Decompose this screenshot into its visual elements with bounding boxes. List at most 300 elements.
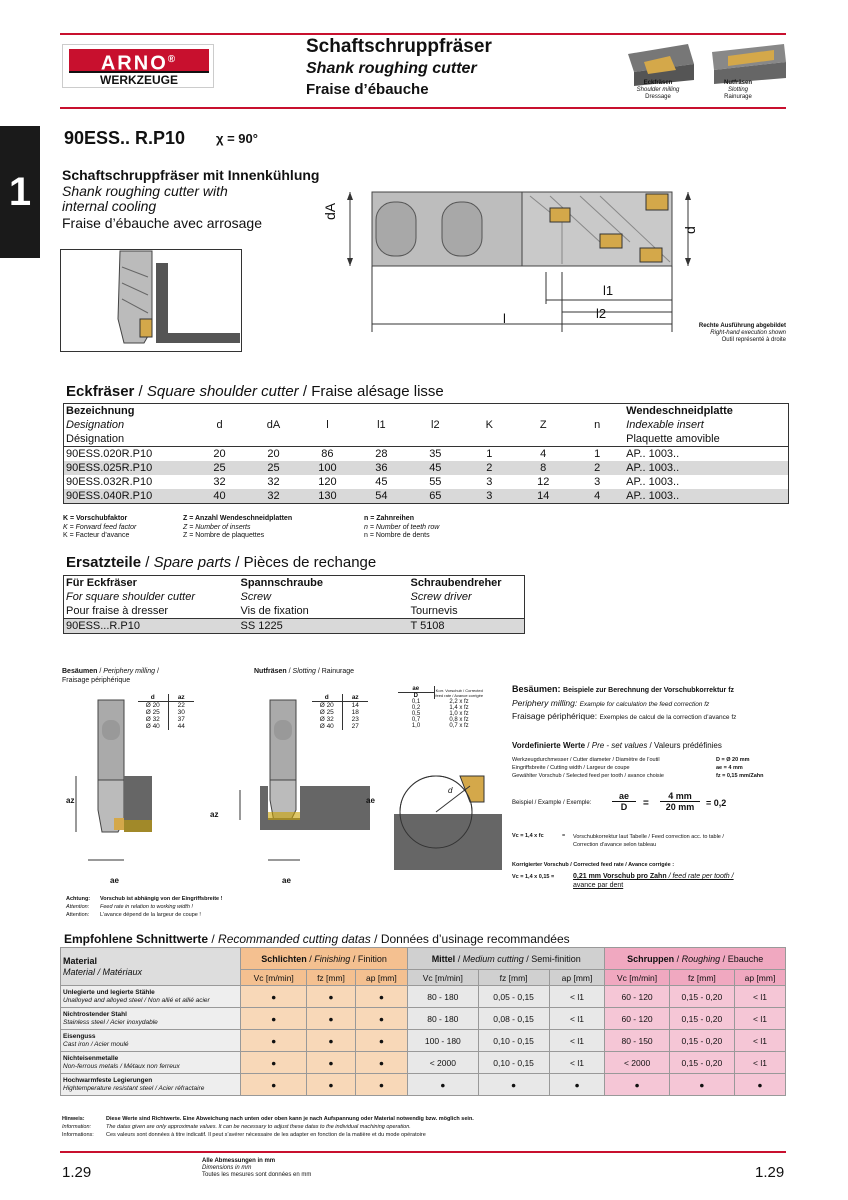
cut-material-en: Stainless steel / Acier inoxydable	[63, 1018, 158, 1026]
periphery-title-en: Periphery milling	[103, 668, 155, 675]
cut-cell: ●	[355, 1074, 407, 1096]
calc-title-fr	[512, 711, 788, 721]
calc-title-fr-1: Fraisage périphérique:	[512, 711, 598, 721]
cut-material	[61, 1052, 241, 1074]
cell-Z: 8	[516, 461, 570, 475]
slotting-az: 27	[342, 723, 368, 730]
cut-material-en: Non-ferrous metals / Métaux non ferreux	[63, 1062, 180, 1070]
mid-de: Mittel	[431, 953, 456, 964]
cell-n: 4	[570, 489, 624, 504]
top-rule	[60, 33, 786, 35]
cell-l2: 55	[429, 476, 442, 488]
legend-n-en: n = Number of teeth row	[364, 523, 440, 531]
cell-K: 2	[462, 461, 516, 475]
cut-cell: ●	[478, 1074, 549, 1096]
attention-block	[66, 895, 222, 919]
cell-insert: AP.. 1003..	[626, 476, 680, 488]
cell-d: 32	[213, 476, 226, 488]
dim-l2-label: l2	[596, 306, 607, 321]
corr-th-D: D	[398, 693, 434, 700]
slotting-title: Nutfräsen / Slotting / Rainurage	[254, 668, 355, 675]
title-fr: Fraise d’ébauche	[306, 81, 429, 98]
cell-insert: AP.. 1003..	[624, 489, 788, 504]
spare-section-title: Ersatzteile / Spare parts / Pièces de rechange	[66, 554, 377, 571]
thumb1-fr: Dressage	[645, 94, 671, 100]
cut-cell: 0,10 - 0,15	[478, 1030, 549, 1052]
spare-row	[64, 619, 525, 634]
page-number-left: 1.29	[62, 1164, 92, 1181]
cell-d: 40	[193, 489, 247, 504]
corr-ae: 1,0	[411, 723, 421, 729]
cutter-title-fr: Fraise alésage lisse	[311, 383, 444, 400]
cut-cell: ●	[307, 1008, 355, 1030]
dim-l1-label: l1	[603, 283, 614, 298]
corr-k: 0,8 x fz	[449, 717, 469, 723]
legend-z-en: Z = Number of inserts	[183, 523, 251, 531]
cut-material-de: Unlegierte und legierte Stähle	[63, 988, 155, 996]
mid-fr: Semi-finition	[531, 953, 581, 964]
cutting-data-table: Material Material / Matériaux Schlichten / Finishing / Finition Mittel / Medium cutting / Semi-finition Schruppen / Roughing / Ebauche Vc [m/min] fz [mm] ap [mm] Vc [m/min] fz [mm] ap [mm] Vc [m/min] fz [mm] ap [mm] Unlegierte und legierte Stähle Unalloyed and alloyed steel / Non allié et allié acier ● ● ● 80 - 180 0,05 - 0,15 < l1 60 - 120 0,15 - 0,20 < l1 Nichtrostender Stahl Stainless steel / Acier inoxydable ● ● ● 80 - 180 0,08 - 0,15 < l1 60 - 120 0,15 - 0,20 < l1 Eisenguss Cast iron / Acier moulé ● ● ● 100 - 180 0,10 - 0,15 < l1 80 - 150 0,15 - 0,20 < l1 Nichteisenmetalle Non-ferrous metals / Métaux non ferreux ● ● ● < 2000 0,10 - 0,15 < l1 < 2000 0,15 - 0,20 < l1 Hochwarmfeste Legierungen Hightemperature resistant steel / Acier réfractaire ● ● ● ● ● ● ● ● ●	[60, 947, 786, 1096]
tool-drawing	[300, 172, 790, 342]
cell-K: 3	[462, 489, 516, 504]
periphery-az: 37	[168, 716, 194, 723]
corr-th-k: Korr. Vorschub / Corrected feed rate / Avance corrigée	[435, 687, 484, 698]
frac-eq: =	[643, 798, 649, 809]
cell-K: 3	[486, 476, 493, 488]
desc-en-2: internal cooling	[62, 198, 157, 214]
cut-title-fr: Données d’usinage recommandées	[380, 932, 570, 946]
calc-title-fr-2: Exemples de calcul de la correction d’avance fz	[599, 714, 737, 721]
cut-subhead: Vc [m/min]	[605, 970, 669, 986]
note-de: Rechte Ausführung abgebildet	[698, 323, 786, 329]
vc1-eq: =	[562, 833, 566, 839]
notes-l3t: Ces valeurs sont données à titre indicatif. Il peut s’avérer nécessaire de les adapter en fonction de la matière et du mode opératoire	[106, 1132, 426, 1138]
cut-cell: 0,15 - 0,20	[669, 986, 734, 1008]
cut-cell: 80 - 150	[605, 1030, 669, 1052]
periphery-table	[138, 694, 194, 730]
th-insert-de: Wendeschneidplatte	[626, 405, 733, 417]
notes-l2t: The datas given are only approximate values. It can be necessary to adjust these datas to the individual machining operation.	[106, 1124, 411, 1130]
notes-l1t: Diese Werte sind Richtwerte. Eine Abweichung nach unten oder oben kann je nach Aufspannung oder Material notwendig bzw. möglich sein.	[106, 1116, 474, 1122]
cell-d: 20	[213, 448, 226, 460]
cutter-title-en: Square shoulder cutter	[146, 383, 299, 400]
cut-cell: ●	[307, 1074, 355, 1096]
cut-cell: 0,15 - 0,20	[669, 1030, 734, 1052]
cut-cell: ●	[355, 1008, 407, 1030]
cut-cell: ●	[307, 1052, 355, 1074]
periphery-az: az	[66, 796, 75, 805]
spare-c3-fr: Tournevis	[410, 605, 458, 617]
cut-subhead: ap [mm]	[549, 970, 605, 986]
legend-n-fr: n = Nombre de dents	[364, 532, 430, 539]
preset-p3v: fz = 0,15 mm/Zahn	[716, 773, 764, 779]
cell-n: 3	[594, 476, 601, 488]
arno-logo	[62, 44, 214, 88]
vc2-res3: avance par dent	[573, 882, 624, 889]
cut-cell: < l1	[734, 986, 785, 1008]
fin-en: Finishing	[314, 953, 351, 964]
cell-dA: 32	[267, 476, 280, 488]
page-number-right: 1.29	[755, 1164, 785, 1181]
cut-material-de: Hochwarmfeste Legierungen	[63, 1076, 153, 1084]
spare-c2-fr: Vis de fixation	[240, 605, 309, 617]
cut-cell: ●	[605, 1074, 669, 1096]
cell-dA: 32	[246, 489, 300, 504]
cell-name: 90ESS.020R.P10	[66, 448, 153, 460]
th-dA: dA	[266, 419, 281, 431]
frac1-num: ae	[612, 791, 636, 802]
thumb2-de: Nutfräsen	[723, 80, 752, 86]
desc-en-1: Shank roughing cutter with	[62, 183, 228, 199]
th-Z: Z	[539, 419, 547, 431]
legend-z-de: Z = Anzahl Wendeschneidplatten	[183, 515, 293, 522]
periphery-th-az: az	[168, 694, 194, 702]
cut-material-en: Unalloyed and alloyed steel / Non allié et allié acier	[63, 996, 210, 1004]
cell-l2: 45	[408, 461, 462, 475]
cell-l: 100	[300, 461, 354, 475]
chapter-tab: 1	[0, 126, 40, 258]
note-en: Right-hand execution shown	[710, 330, 786, 336]
vc1-text-1: Vorschubkorrektur laut Tabelle / Feed correction acc. to table /	[573, 834, 724, 840]
cell-name: 90ESS.025R.P10	[64, 461, 193, 475]
vc2-result	[573, 872, 787, 890]
periphery-az: 22	[168, 702, 194, 710]
th-K: K	[485, 419, 493, 431]
thumb2-en: Slotting	[727, 87, 748, 93]
attention-l2t: Feed rate in relation to working width !	[100, 904, 193, 910]
slotting-ae: ae	[282, 876, 291, 885]
spare-name: 90ESS...R.P10	[64, 619, 239, 634]
slotting-row	[312, 709, 368, 716]
dim-dA-label	[322, 203, 338, 220]
calc-title-en-1: Periphery milling:	[512, 698, 578, 708]
cell-Z: 14	[516, 489, 570, 504]
periphery-row	[138, 709, 194, 716]
cut-cell: < l1	[549, 1052, 605, 1074]
preset-fr: Valeurs prédéfinies	[653, 741, 722, 750]
cell-d: 25	[193, 461, 247, 475]
dim-de: Alle Abmessungen in mm	[202, 1158, 276, 1164]
vc1-text-2: Correction d’avance selon tableau	[573, 842, 657, 848]
cut-material-de: Nichtrostender Stahl	[63, 1010, 127, 1018]
vc1: Vc = 1,4 x fc	[512, 833, 544, 839]
preset-title: Vordefinierte Werte / Pre - set values / Valeurs prédéfinies	[512, 741, 722, 750]
attention-l2: Attention:	[66, 904, 90, 910]
frac1	[612, 791, 636, 812]
cell-Z: 4	[540, 448, 547, 460]
rou-en: Roughing	[681, 953, 721, 964]
corr-ae: 0,5	[411, 711, 421, 717]
cut-cell: 0,08 - 0,15	[478, 1008, 549, 1030]
attention-l3t: L’avance dépend de la largeur de coupe !	[100, 912, 201, 918]
cut-cell: ●	[241, 1030, 307, 1052]
legend-n-de: n = Zahnreihen	[364, 515, 414, 522]
periphery-title-fr: Fraisage périphérique	[62, 676, 131, 684]
mid-en: Medium cutting	[462, 953, 524, 964]
preset-en: Pre - set values	[591, 741, 648, 750]
cutter-row	[64, 461, 789, 475]
dimension-note	[202, 1158, 311, 1179]
cut-subhead: Vc [m/min]	[241, 970, 307, 986]
cut-cell: ●	[408, 1074, 478, 1096]
slotting-table	[312, 694, 368, 730]
attention-l3: Attention:	[66, 912, 90, 918]
drawing-note	[600, 323, 786, 344]
corr-k: 2,2 x fz	[449, 699, 469, 705]
cut-row	[61, 1030, 786, 1052]
cell-n: 1	[594, 448, 601, 460]
cut-mat-de: Material	[63, 955, 98, 966]
product-code: 90ESS.. R.P10	[64, 128, 186, 148]
spare-title-de: Ersatzteile	[66, 554, 142, 571]
th-insert-fr: Plaquette amovible	[626, 433, 720, 445]
frac2-den: 20 mm	[665, 802, 695, 812]
periphery-ae: ae	[110, 876, 119, 885]
thumb1-de: Eckfräsen	[643, 80, 673, 86]
cut-cell: ●	[241, 986, 307, 1008]
periphery-row	[138, 716, 194, 723]
preset-p1: Werkzeugdurchmesser / Cutter diameter / Diamètre de l’outil	[512, 757, 660, 763]
cut-material-de: Eisenguss	[63, 1032, 96, 1040]
periphery-row	[138, 702, 194, 710]
cut-cell: < l1	[734, 1008, 785, 1030]
correction-table	[398, 686, 484, 729]
thumb1-en: Shoulder milling	[636, 87, 680, 93]
cut-cell: ●	[241, 1008, 307, 1030]
vc2: Vc = 1,4 x 0,15 =	[512, 874, 555, 880]
cutter-row	[64, 475, 789, 489]
cell-n: 2	[570, 461, 624, 475]
spare-table	[63, 575, 525, 634]
th-n: n	[594, 419, 601, 431]
product-desc-de: Schaftschruppfräser mit Innenkühlung	[62, 167, 320, 183]
cut-row	[61, 986, 786, 1008]
cut-cell: 100 - 180	[408, 1030, 478, 1052]
vc2-res2: / feed rate per tooth /	[668, 873, 734, 880]
slotting-row	[312, 723, 368, 730]
cell-dA: 20	[267, 448, 280, 460]
frac-result: = 0,2	[706, 798, 727, 808]
slotting-d: Ø 25	[319, 709, 334, 716]
footer-rule	[60, 1151, 786, 1153]
cell-l2: 65	[408, 489, 462, 504]
slotting-th-az: az	[342, 694, 368, 702]
cell-l1: 36	[354, 461, 408, 475]
frac2-num: 4 mm	[660, 791, 700, 802]
korr-label: Korrigierter Vorschub / Corrected feed rate / Avance corrigée :	[512, 862, 675, 868]
cell-K: 1	[486, 448, 493, 460]
slotting-row	[312, 702, 368, 710]
corr-d: d	[448, 786, 453, 795]
cut-cell: < 2000	[605, 1052, 669, 1074]
dim-dA: dA	[322, 202, 338, 220]
cut-subhead: fz [mm]	[478, 970, 549, 986]
notes-l2: Information:	[62, 1124, 92, 1130]
brand-reg: ®	[167, 54, 178, 65]
periphery-d: Ø 20	[145, 702, 160, 709]
cut-material-de: Nichteisenmetalle	[63, 1054, 119, 1062]
cut-material	[61, 1074, 241, 1096]
cell-name: 90ESS.032R.P10	[66, 476, 153, 488]
calc-title-de-1: Besäumen:	[512, 684, 561, 694]
legend-k	[63, 515, 136, 541]
product-angle: χ = 90°	[216, 131, 258, 146]
cut-cell: ●	[355, 986, 407, 1008]
cut-cell: 80 - 180	[408, 1008, 478, 1030]
brand-sub: WERKZEUGE	[69, 71, 209, 85]
spare-c2-de: Spannschraube	[240, 577, 324, 589]
cut-cell: < 2000	[408, 1052, 478, 1074]
correction-diagram	[384, 762, 504, 882]
dim-fr: Toutes les mesures sont données en mm	[202, 1172, 312, 1178]
th-designation-de: Bezeichnung	[66, 405, 135, 417]
preset-p1v: D = Ø 20 mm	[716, 757, 750, 763]
corr-ae: 0,2	[411, 705, 421, 711]
periphery-d: Ø 32	[145, 716, 160, 723]
cut-cell: 60 - 120	[605, 986, 669, 1008]
cut-cell: 60 - 120	[605, 1008, 669, 1030]
preset-values	[716, 756, 764, 780]
cut-cell: ●	[669, 1074, 734, 1096]
spare-c1-fr: Pour fraise à dresser	[66, 605, 169, 617]
spare-c1-en: For square shoulder cutter	[66, 591, 196, 603]
th-d: d	[216, 419, 223, 431]
cut-cell: 80 - 180	[408, 986, 478, 1008]
legend-n	[364, 515, 439, 541]
cell-l2: 35	[429, 448, 442, 460]
cut-cell: ●	[241, 1052, 307, 1074]
example-label: Beispiel / Example / Exemple:	[512, 800, 592, 806]
notes-l1: Hinweis:	[62, 1116, 85, 1122]
slotting-d: Ø 32	[319, 716, 334, 723]
fin-de: Schlichten	[261, 953, 307, 964]
cell-l: 86	[321, 448, 334, 460]
cutter-row	[64, 489, 789, 504]
rou-de: Schruppen	[627, 953, 675, 964]
th-l1: l1	[377, 419, 386, 431]
cell-dA: 25	[246, 461, 300, 475]
brand-name: ARNO	[100, 52, 168, 75]
slotting-row	[312, 716, 368, 723]
cell-l: 120	[318, 476, 337, 488]
slotting-th-d: d	[312, 694, 342, 702]
periphery-d: Ø 40	[145, 723, 160, 730]
corr-row	[398, 723, 484, 729]
periphery-title-de: Besäumen	[62, 668, 98, 675]
cell-insert: AP.. 1003..	[624, 461, 788, 475]
fin-fr: Finition	[357, 953, 387, 964]
corr-k: 1,0 x fz	[449, 711, 469, 717]
cut-cell: 0,10 - 0,15	[478, 1052, 549, 1074]
corr-ae: 0,1	[411, 699, 421, 705]
slotting-title-de: Nutfräsen	[254, 668, 287, 675]
cut-subhead: Vc [m/min]	[408, 970, 478, 986]
slotting-diagram	[220, 690, 400, 890]
header-bottom-rule	[60, 107, 786, 109]
cut-material	[61, 1008, 241, 1030]
cut-cell: < l1	[549, 1008, 605, 1030]
preset-labels	[512, 756, 712, 780]
vc1-text	[573, 833, 787, 849]
cell-l: 130	[300, 489, 354, 504]
cut-material	[61, 1030, 241, 1052]
cut-row	[61, 1052, 786, 1074]
periphery-title: Besäumen / Periphery milling / Fraisage périphérique	[62, 668, 159, 684]
note-fr: Outil représenté à droite	[721, 337, 786, 343]
cell-Z: 12	[537, 476, 550, 488]
slotting-az: 14	[342, 702, 368, 710]
attention-l1: Achtung:	[66, 896, 91, 902]
cut-section-title: Empfohlene Schnittwerte / Recommanded cutting datas / Données d’usinage recommandées	[64, 932, 570, 946]
preset-p3: Gewählter Vorschub / Selected feed per tooth / avance choisie	[512, 773, 664, 779]
slotting-az: 23	[342, 716, 368, 723]
spare-c1-de: Für Eckfräser	[66, 577, 137, 589]
cutter-table	[63, 403, 789, 504]
vc2-res: 0,21 mm Vorschub pro Zahn	[573, 873, 667, 880]
cut-cell: < l1	[734, 1052, 785, 1074]
cut-subhead: ap [mm]	[734, 970, 785, 986]
legend-k-fr: K = Facteur d’avance	[63, 532, 130, 539]
spare-screw: SS 1225	[239, 619, 409, 634]
cut-cell: ●	[734, 1074, 785, 1096]
dim-en: Dimensions in mm	[202, 1165, 252, 1171]
cut-cell: ●	[241, 1074, 307, 1096]
cut-cell: ●	[307, 1030, 355, 1052]
cut-cell: 0,05 - 0,15	[478, 986, 549, 1008]
cut-cell: ●	[355, 1052, 407, 1074]
cutter-row	[64, 447, 789, 462]
periphery-az: 44	[168, 723, 194, 730]
corr-k: 1,4 x fz	[449, 705, 469, 711]
slotting-az: 18	[342, 709, 368, 716]
spare-title-en: Spare parts	[153, 554, 232, 571]
periphery-row	[138, 723, 194, 730]
legend-z-fr: Z = Nombre de plaquettes	[183, 532, 265, 539]
corr-th-ae: ae	[412, 686, 420, 692]
cutter-section-title: Eckfräser / Square shoulder cutter / Fraise alésage lisse	[66, 383, 444, 400]
slotting-title-fr: Rainurage	[321, 668, 355, 675]
th-insert-en: Indexable insert	[626, 419, 704, 431]
corr-ae: 0,7	[411, 717, 421, 723]
thumb2-fr: Rainurage	[724, 94, 752, 100]
cell-l1: 54	[354, 489, 408, 504]
rou-fr: Ebauche	[727, 953, 764, 964]
spare-title-fr: Pièces de rechange	[243, 554, 377, 571]
cut-title-en: Recommanded cutting datas	[218, 932, 371, 946]
frac1-den: D	[620, 802, 628, 812]
cut-subhead: ap [mm]	[355, 970, 407, 986]
slotting-thumb	[712, 44, 786, 84]
periphery-az: 30	[168, 709, 194, 716]
notes-l3: Informations:	[62, 1132, 94, 1138]
periphery-th-d: d	[138, 694, 168, 702]
th-l2: l2	[431, 419, 440, 431]
cell-l1: 28	[375, 448, 388, 460]
calc-title-en	[512, 698, 788, 708]
attention-l1t: Vorschub ist abhängig von der Eingriffsbreite !	[100, 896, 223, 902]
slotting-az: az	[210, 810, 219, 819]
cut-subhead: fz [mm]	[669, 970, 734, 986]
frac2	[660, 791, 700, 812]
preset-p2: Eingriffsbreite / Cutting width / Largeur de coupe	[512, 765, 630, 771]
preset-p2v: ae = 4 mm	[716, 765, 743, 771]
spare-c2-en: Screw	[240, 591, 272, 603]
cut-cell: ●	[307, 986, 355, 1008]
cut-subhead: fz [mm]	[307, 970, 355, 986]
legend-z	[183, 515, 292, 541]
spare-c3-de: Schraubendreher	[410, 577, 502, 589]
cell-l1: 45	[375, 476, 388, 488]
